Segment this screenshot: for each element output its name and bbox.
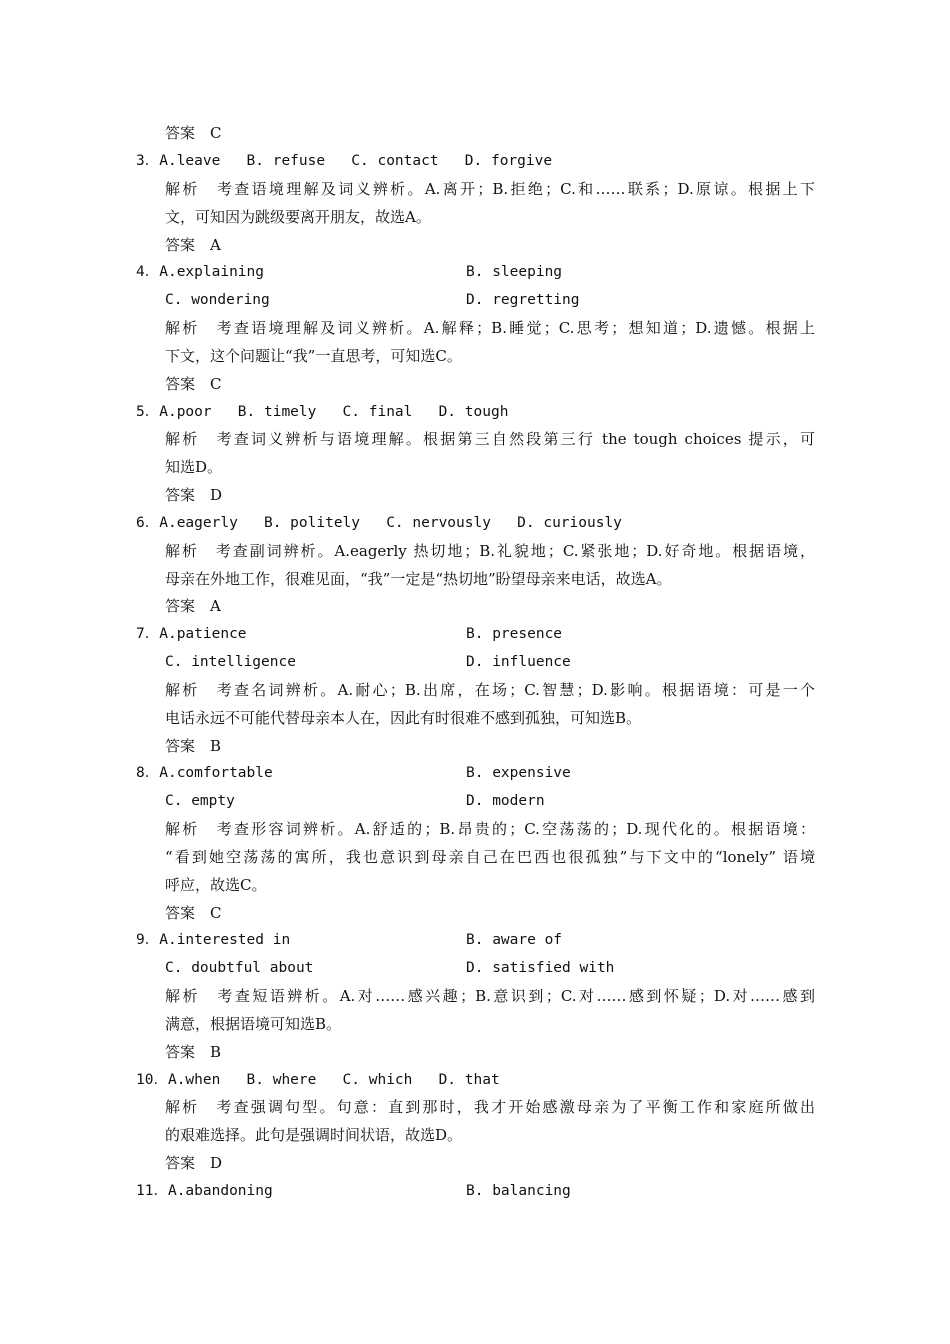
q6-explanation-1: 解析 考查副词辨析。A.eagerly 热切地；B.礼貌地；C.紧张地；D.好奇地。根据语境，: [165, 542, 815, 560]
q7-explanation-2: 电话永远不可能代替母亲本人在，因此有时很难不感到孤独，可知选B。: [165, 709, 642, 727]
q6-answer: 答案 A: [165, 597, 221, 615]
q8-explanation-1: 解析 考查形容词辨析。A.舒适的；B.昂贵的；C.空荡荡的；D.现代化的。根据语境：: [165, 820, 815, 838]
q8-explanation-3: 呼应，故选C。: [165, 876, 267, 894]
q2-answer: 答案 C: [165, 124, 222, 142]
q7-option-d: D. influence: [466, 654, 571, 670]
q9-explanation-1: 解析 考查短语辨析。A.对……感兴趣；B.意识到；C.对……感到怀疑；D.对……感到: [165, 987, 815, 1005]
q5-explanation-2: 知选D。: [165, 458, 223, 476]
q10-options: 10．A.when B. where C. which D. that: [136, 1072, 500, 1088]
q11-option-a: 11．A.abandoning: [136, 1183, 273, 1199]
q4-explanation-1: 解析 考查语境理解及词义辨析。A.解释；B.睡觉；C.思考；想知道；D.遗憾。根据上: [165, 319, 815, 337]
q5-answer: 答案 D: [165, 486, 223, 504]
q9-option-c: C. doubtful about: [165, 960, 314, 976]
q11-option-b: B. balancing: [466, 1183, 571, 1199]
q3-options: 3．A.leave B. refuse C. contact D. forgive: [136, 153, 553, 169]
q10-answer: 答案 D: [165, 1154, 223, 1172]
q5-explanation-1: 解析 考查词义辨析与语境理解。根据第三自然段第三行 the tough choices 提示，可: [165, 430, 815, 448]
q8-answer: 答案 C: [165, 904, 222, 922]
q9-option-d: D. satisfied with: [466, 960, 615, 976]
q4-option-b: B. sleeping: [466, 264, 563, 280]
q7-option-c: C. intelligence: [165, 654, 296, 670]
q7-explanation-1: 解析 考查名词辨析。A.耐心；B.出席，在场；C.智慧；D.影响。根据语境：可是一个: [165, 681, 815, 699]
q7-option-b: B. presence: [466, 626, 563, 642]
q3-explanation-2: 文，可知因为跳级要离开朋友，故选A。: [165, 208, 431, 226]
q4-explanation-2: 下文，这个问题让“我”一直思考，可知选C。: [165, 347, 462, 365]
q4-answer: 答案 C: [165, 375, 222, 393]
q8-option-a: 8．A.comfortable: [136, 765, 273, 781]
q4-option-d: D. regretting: [466, 292, 580, 308]
q7-answer: 答案 B: [165, 737, 222, 755]
q6-options: 6．A.eagerly B. politely C. nervously D. curiously: [136, 515, 622, 531]
q6-explanation-2: 母亲在外地工作，很难见面，“我”一定是“热切地”盼望母亲来电话，故选A。: [165, 570, 672, 588]
q8-option-b: B. expensive: [466, 765, 571, 781]
q7-option-a: 7．A.patience: [136, 626, 247, 642]
q8-option-d: D. modern: [466, 793, 545, 809]
q3-answer: 答案 A: [165, 236, 221, 254]
q9-option-b: B. aware of: [466, 932, 563, 948]
q4-option-a: 4．A.explaining: [136, 264, 264, 280]
q10-explanation-2: 的艰难选择。此句是强调时间状语，故选D。: [165, 1126, 463, 1144]
q9-explanation-2: 满意，根据语境可知选B。: [165, 1015, 342, 1033]
q4-option-c: C. wondering: [165, 292, 270, 308]
q3-explanation-1: 解析 考查语境理解及词义辨析。A.离开；B.拒绝；C.和……联系；D.原谅。根据上下: [165, 180, 815, 198]
q9-option-a: 9．A.interested in: [136, 932, 291, 948]
q8-option-c: C. empty: [165, 793, 235, 809]
q9-answer: 答案 B: [165, 1043, 222, 1061]
q10-explanation-1: 解析 考查强调句型。句意：直到那时，我才开始感激母亲为了平衡工作和家庭所做出: [165, 1098, 815, 1116]
q8-explanation-2: “看到她空荡荡的寓所，我也意识到母亲自己在巴西也很孤独”与下文中的“lonely” 语境: [165, 848, 815, 866]
q5-options: 5．A.poor B. timely C. final D. tough: [136, 404, 509, 420]
